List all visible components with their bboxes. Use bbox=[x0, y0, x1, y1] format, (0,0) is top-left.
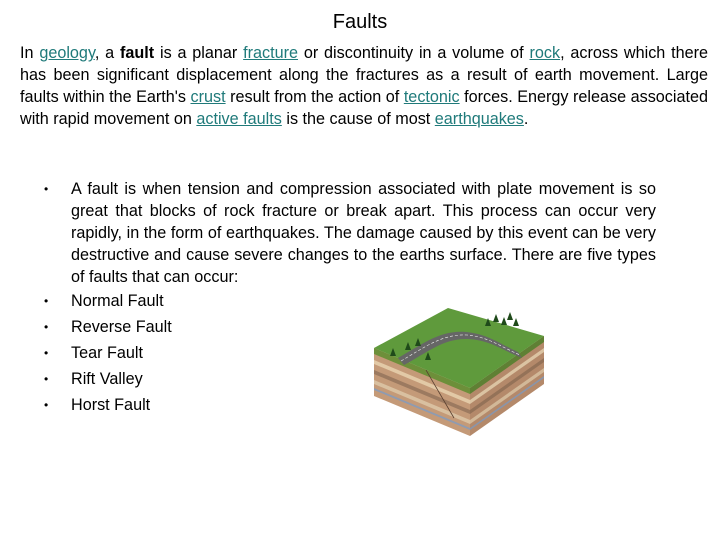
intro-text: . bbox=[523, 110, 529, 128]
bullet-dot: • bbox=[44, 398, 49, 412]
link-fracture[interactable]: fracture bbox=[243, 44, 299, 62]
intro-text: forces. Energy release associated with rapid movement on bbox=[20, 88, 708, 128]
intro-text: is a planar bbox=[154, 44, 244, 62]
link-earthquakes[interactable]: earthquakes bbox=[434, 110, 524, 128]
intro-text: , a bbox=[94, 44, 120, 62]
intro-text: , across which there has been significant displacement along the fractures as a result of earth movement. Large faults within the Earth's bbox=[20, 44, 709, 106]
intro-text: In bbox=[20, 44, 40, 62]
bullet-text: A fault is when tension and compression associated with plate movement is so great that blocks of rock fracture or break apart. This process can occur very rapidly, in the form of earthquakes. The damage caused by this event can be very destructive and cause severe changes to the earths surface. There are five types of faults that can occur: bbox=[71, 180, 656, 286]
slide-title: Faults bbox=[332, 11, 388, 33]
link-geology[interactable]: geology bbox=[39, 44, 95, 62]
bullet-dot: • bbox=[44, 320, 49, 334]
intro-text: result from the action of bbox=[225, 88, 404, 106]
bullet-dot: • bbox=[44, 372, 49, 386]
bullet-dot: • bbox=[44, 346, 49, 360]
bullet-text: Rift Valley bbox=[71, 370, 143, 388]
link-rock[interactable]: rock bbox=[529, 44, 561, 62]
intro-text: or discontinuity in a volume of bbox=[298, 44, 530, 62]
intro-text: is the cause of most bbox=[281, 110, 435, 128]
fault-block-diagram bbox=[368, 308, 548, 438]
bullet-text: Normal Fault bbox=[71, 292, 164, 310]
link-tectonic[interactable]: tectonic bbox=[403, 88, 460, 106]
bullet-dot: • bbox=[44, 294, 49, 308]
bullet-dot: • bbox=[44, 182, 49, 196]
bullet-text: Tear Fault bbox=[71, 344, 143, 362]
bullet-text: Reverse Fault bbox=[71, 318, 172, 336]
link-crust[interactable]: crust bbox=[190, 88, 226, 106]
intro-paragraph bbox=[20, 42, 708, 130]
link-active-faults[interactable]: active faults bbox=[196, 110, 282, 128]
bold-fault-term: fault bbox=[119, 44, 155, 62]
bullet-text: Horst Fault bbox=[71, 396, 151, 414]
